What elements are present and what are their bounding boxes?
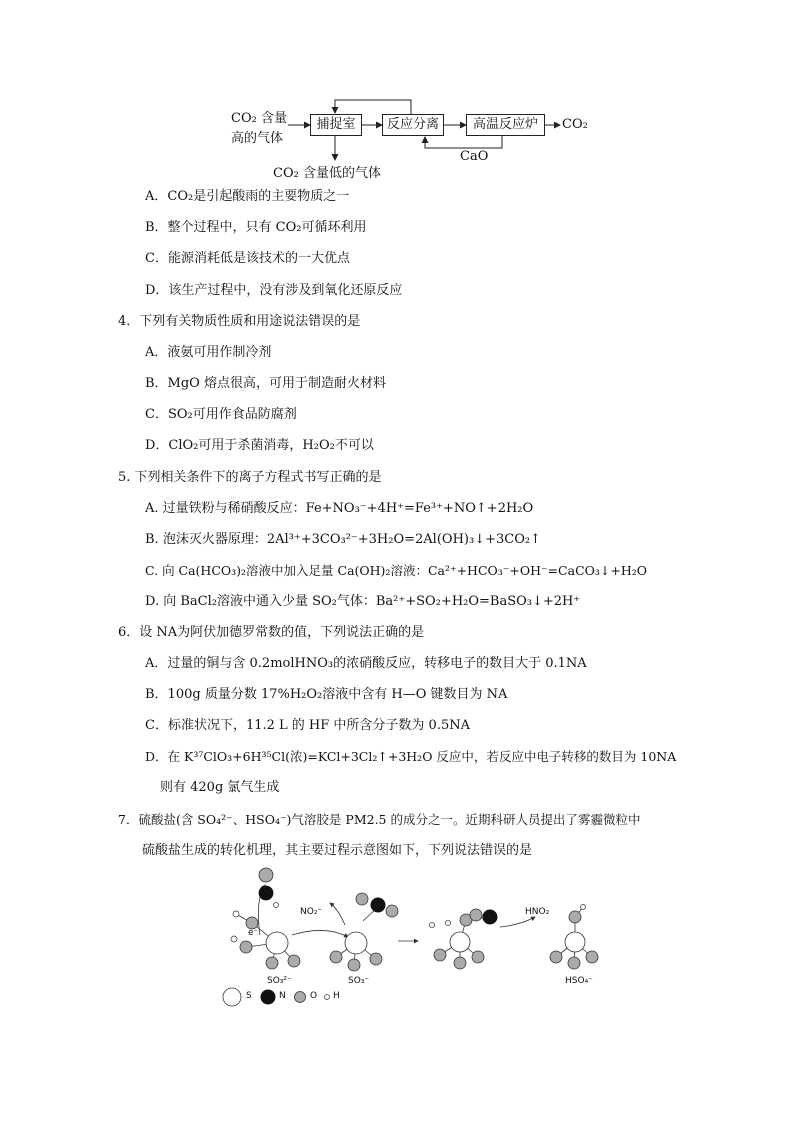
label-hso4: HSO₄⁻ bbox=[565, 976, 593, 986]
q4-option-b: B．MgO 熔点很高，可用于制造耐火材料 bbox=[145, 376, 386, 391]
label-electron: e⁻ bbox=[248, 928, 259, 938]
q7-stem-line1: 7．硫酸盐(含 SO₄²⁻、HSO₄⁻)气溶胶是 PM2.5 的成分之一。近期科研人员提出了雾霾微粒中 bbox=[118, 812, 641, 827]
q4-option-d: D．ClO₂可用于杀菌消毒，H₂O₂不可以 bbox=[145, 438, 374, 453]
q6-stem: 6．设 NA为阿伏加德罗常数的值，下列说法正确的是 bbox=[118, 625, 425, 640]
flow-input-line2: 高的气体 bbox=[231, 131, 284, 146]
q4-option-a: A．液氨可用作制冷剂 bbox=[145, 345, 272, 360]
label-no2: NO₂⁻ bbox=[300, 907, 323, 917]
q7-stem-line2: 硫酸盐生成的转化机理，其主要过程示意图如下，下列说法错误的是 bbox=[142, 843, 533, 858]
flow-box-separation: 反应分离 bbox=[382, 114, 444, 136]
legend-n: N bbox=[279, 991, 286, 1001]
q6-option-a: A．过量的铜与含 0.2molHNO₃的浓硝酸反应，转移电子的数目大于 0.1NA bbox=[145, 656, 587, 671]
q5-option-d: D. 向 BaCl₂溶液中通入少量 SO₂气体：Ba²⁺+SO₂+H₂O=BaSO₃↓+2H⁺ bbox=[145, 594, 581, 609]
flow-input-line1: CO₂ 含量 bbox=[231, 111, 287, 126]
q5-stem: 5. 下列相关条件下的离子方程式书写正确的是 bbox=[118, 470, 382, 485]
q3-option-b: B．整个过程中，只有 CO₂可循环利用 bbox=[145, 220, 367, 235]
label-so3-2minus: SO₃²⁻ bbox=[267, 976, 292, 986]
legend-h: H bbox=[333, 991, 340, 1001]
label-hno2: HNO₂ bbox=[525, 907, 550, 917]
q5-option-c: C. 向 Ca(HCO₃)₂溶液中加入足量 Ca(OH)₂溶液：Ca²⁺+HCO₃⁻+OH⁻=CaCO₃↓+H₂O bbox=[145, 563, 648, 578]
flow-output: CO₂ bbox=[562, 117, 588, 132]
q5-option-a: A. 过量铁粉与稀硝酸反应：Fe+NO₃⁻+4H⁺=Fe³⁺+NO↑+2H₂O bbox=[145, 501, 534, 516]
flow-box-furnace: 高温反应炉 bbox=[466, 114, 545, 136]
intermediate-group bbox=[430, 909, 498, 969]
q3-option-a: A．CO₂是引起酸雨的主要物质之一 bbox=[145, 189, 350, 204]
q4-stem: 4．下列有关物质性质和用途说法错误的是 bbox=[118, 314, 361, 329]
so3-radical-group bbox=[330, 893, 398, 971]
q6-option-d-continuation: 则有 420g 氯气生成 bbox=[160, 780, 280, 795]
legend-o: O bbox=[310, 991, 318, 1001]
so3-anion-group bbox=[231, 868, 300, 969]
q6-option-d: D．在 K³⁷ClO₃+6H³⁵Cl(浓)=KCl+3Cl₂↑+3H₂O 反应中，若反应中电子转移的数目为 10NA bbox=[145, 749, 677, 764]
mechanism-diagram bbox=[0, 865, 794, 1015]
flow-arrows bbox=[0, 0, 794, 200]
flow-box-capture: 捕捉室 bbox=[310, 114, 362, 136]
flow-cao-label: CaO bbox=[460, 149, 489, 164]
q5-option-b: B. 泡沫灭火器原理：2Al³⁺+3CO₃²⁻+3H₂O=2Al(OH)₃↓+3CO₂↑ bbox=[145, 532, 541, 547]
hso4-group bbox=[550, 905, 598, 970]
q3-option-d: D．该生产过程中，没有涉及到氧化还原反应 bbox=[145, 283, 403, 298]
q6-option-b: B．100g 质量分数 17%H₂O₂溶液中含有 H—O 键数目为 NA bbox=[145, 687, 508, 702]
flow-bottom-label: CO₂ 含量低的气体 bbox=[273, 166, 381, 181]
q3-option-c: C．能源消耗低是该技术的一大优点 bbox=[145, 251, 350, 266]
legend-s: S bbox=[246, 991, 252, 1001]
q6-option-c: C．标准状况下，11.2 L 的 HF 中所含分子数为 0.5NA bbox=[145, 718, 470, 733]
label-so3-minus: SO₃⁻ bbox=[348, 976, 370, 986]
q4-option-c: C．SO₂可用作食品防腐剂 bbox=[145, 407, 297, 422]
